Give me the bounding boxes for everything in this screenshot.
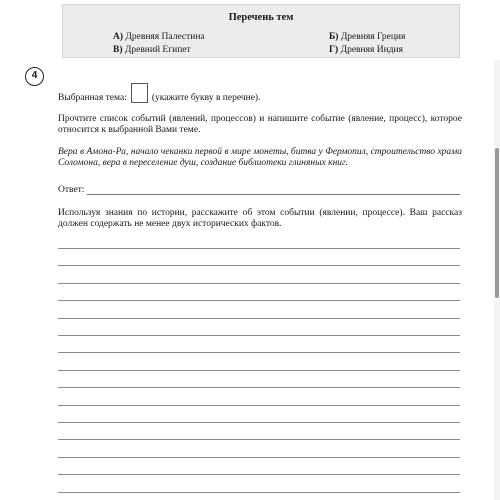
task-instruction: Прочтите список событий (явлений, процессов) и напишите событие (явление, процесс), которое относится к выбранной Вами теме.	[58, 114, 462, 135]
topic-a-letter: А)	[113, 32, 124, 42]
writing-line	[58, 335, 460, 336]
events-list: Вера в Амона-Ра, начало чеканки первой в мире монеты, битва у Фермопил, строительство храма Соломона, вера в переселение душ, создание библиотеки глиняных книг.	[58, 147, 462, 168]
writing-line	[58, 318, 460, 319]
topic-v-letter: В)	[113, 45, 123, 55]
topic-b-letter: Б)	[329, 32, 339, 42]
writing-line	[58, 474, 460, 475]
writing-line	[58, 248, 460, 249]
writing-line	[58, 283, 460, 284]
chosen-topic-hint: (укажите букву в перечне).	[151, 92, 261, 103]
topic-b-name: Древняя Греция	[340, 32, 406, 42]
writing-line	[58, 370, 460, 371]
topic-a-name: Древняя Палестина	[125, 32, 205, 42]
topic-g	[329, 45, 403, 55]
topics-title: Перечень тем	[228, 12, 294, 23]
writing-line	[58, 492, 460, 493]
answer-row	[58, 184, 460, 195]
writing-line	[58, 265, 460, 266]
writing-line	[58, 300, 460, 301]
topic-v	[113, 45, 191, 55]
topic-v-name: Древний Египет	[124, 45, 191, 55]
topic-a	[113, 32, 205, 42]
chosen-topic-label: Выбранная тема:	[58, 92, 127, 103]
answer-label: Ответ:	[58, 185, 85, 195]
answer-line[interactable]	[87, 186, 460, 195]
story-instruction: Используя знания по истории, расскажите об этом событии (явлении, процессе). Ваш рассказ должен содержать не менее двух исторических фактов.	[58, 208, 462, 229]
topic-g-name: Древняя Индия	[340, 45, 403, 55]
task-number-badge: 4	[25, 67, 44, 86]
writing-line	[58, 439, 460, 440]
chosen-topic-row	[58, 88, 462, 108]
topics-list	[62, 4, 460, 58]
chosen-topic-box[interactable]	[131, 83, 148, 103]
answer-writing-area[interactable]	[58, 240, 460, 500]
writing-line	[58, 405, 460, 406]
writing-line	[58, 457, 460, 458]
topic-b	[329, 32, 405, 42]
writing-line	[58, 422, 460, 423]
writing-line	[58, 352, 460, 353]
topic-g-letter: Г)	[329, 45, 339, 55]
scrollbar-thumb[interactable]	[495, 148, 499, 298]
writing-line	[58, 387, 460, 388]
